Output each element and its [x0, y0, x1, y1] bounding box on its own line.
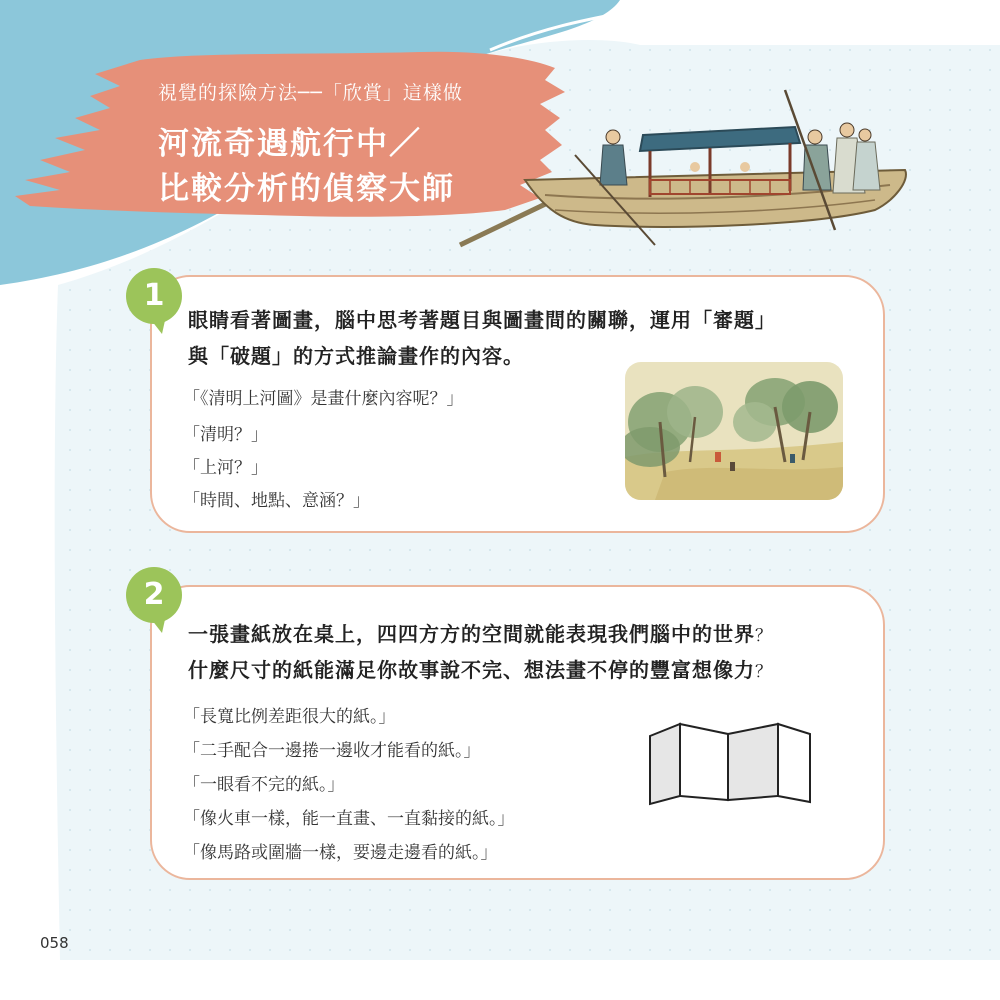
section2-number-badge: 2 — [126, 567, 182, 623]
question-mark: ？ — [755, 662, 773, 682]
section1-line: 「《清明上河圖》是畫什麼內容呢？」 — [183, 389, 464, 409]
header-subtitle: 視覺的探險方法──「欣賞」這樣做 — [158, 82, 463, 104]
section2-badge-tail — [148, 615, 168, 635]
section2-line: 「一眼看不完的紙。」 — [183, 775, 345, 795]
section2-line: 「像火車一樣，能一直畫、一直黏接的紙。」 — [183, 809, 515, 829]
boat-illustration — [455, 85, 925, 255]
section1-prompt-line2: 與「破題」的方式推論畫作的內容。 — [188, 344, 524, 368]
section1-badge-tail — [148, 316, 168, 336]
section2-line: 「長寬比例差距很大的紙。」 — [183, 707, 396, 727]
section2-line: 「像馬路或圍牆一樣，要邊走邊看的紙。」 — [183, 843, 498, 863]
section1-line: 「清明？」 — [183, 425, 268, 445]
page-number: 058 — [40, 934, 69, 952]
section2-prompt-line2: 什麼尺寸的紙能滿足你故事說不完、想法畫不停的豐富想像力？ — [188, 658, 773, 682]
section1-line: 「上河？」 — [183, 458, 268, 478]
section1-line: 「時間、地點、意涵？」 — [183, 491, 370, 511]
section1-number-badge: 1 — [126, 268, 182, 324]
header-title-line1: 河流奇遇航行中／ — [158, 126, 422, 162]
question-mark: ？ — [755, 626, 773, 646]
section2-line: 「二手配合一邊捲一邊收才能看的紙。」 — [183, 741, 481, 761]
section1-prompt-line1: 眼睛看著圖畫，腦中思考著題目與圖畫間的關聯，運用「審題」 — [188, 308, 776, 332]
section2-prompt-line1: 一張畫紙放在桌上，四四方方的空間就能表現我們腦中的世界？ — [188, 622, 773, 646]
painting-thumbnail — [625, 362, 843, 500]
folded-scroll-icon — [648, 718, 812, 806]
header-title-line2: 比較分析的偵察大師 — [158, 171, 455, 207]
